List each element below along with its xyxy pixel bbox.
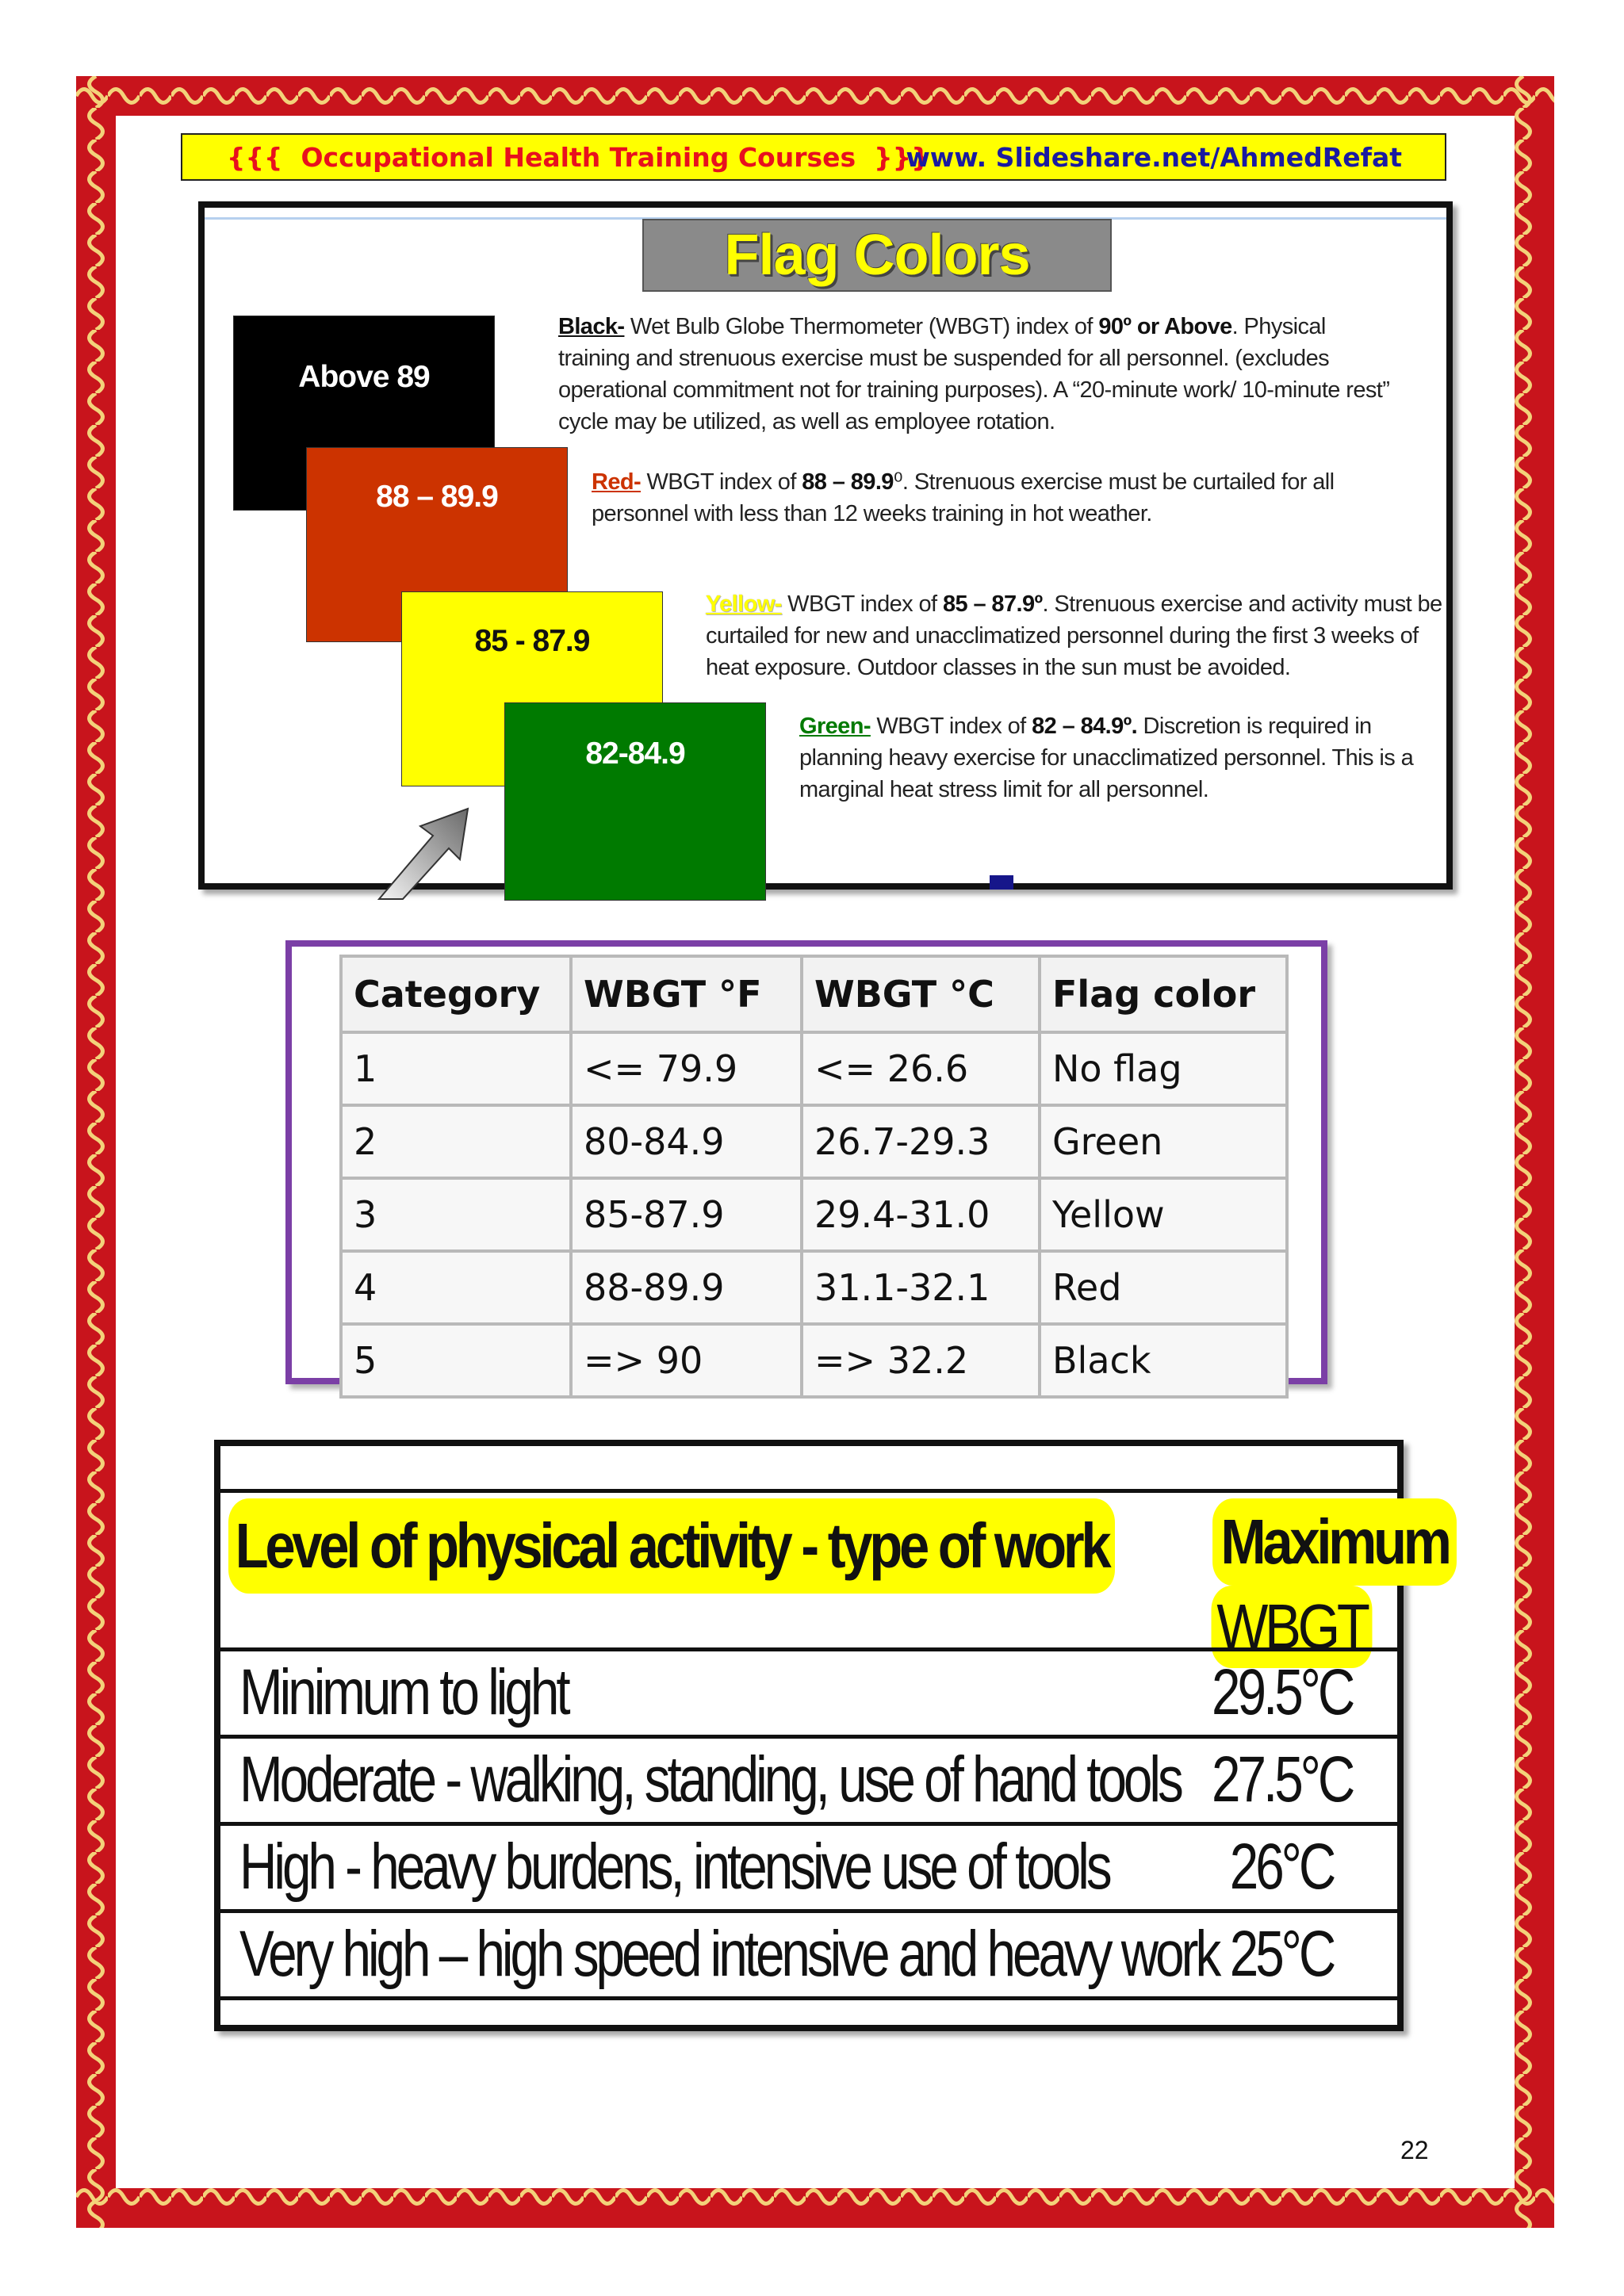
flag-box-green xyxy=(504,702,766,901)
column-header: WBGT °C xyxy=(802,956,1040,1032)
table-cell: Black xyxy=(1040,1324,1287,1397)
flag-desc-part: Wet Bulb Globe Thermometer (WBGT) index of xyxy=(624,314,1099,339)
header-banner xyxy=(181,133,1446,181)
table-cell: 88-89.9 xyxy=(571,1251,802,1324)
flag-desc-bold: 90º or Above xyxy=(1098,314,1232,339)
table-cell: Yellow xyxy=(1040,1178,1287,1251)
table-cell: <= 26.6 xyxy=(802,1032,1040,1105)
activity-level: Very high – high speed intensive and heavy work xyxy=(239,1918,1219,1990)
course-title: {{{ Occupational Health Training Courses }}} xyxy=(227,142,930,173)
header-wbgt: WBGT xyxy=(1212,1586,1373,1668)
flag-description-red xyxy=(592,466,1408,530)
flag-name: Red- xyxy=(592,469,642,495)
wbgt-category-table xyxy=(339,955,1289,1399)
table-row xyxy=(341,1251,1287,1324)
activity-level: High - heavy burdens, intensive use of tools xyxy=(239,1831,1109,1903)
activity-level: Minimum to light xyxy=(239,1656,568,1728)
activity-column-header: Level of physical activity - type of work xyxy=(228,1498,1115,1594)
max-wbgt-value: 29.5°C xyxy=(1212,1656,1353,1728)
max-wbgt-value: 26°C xyxy=(1229,1831,1334,1903)
flag-desc-part: WBGT index of xyxy=(781,591,943,617)
flag-colors-slide xyxy=(198,201,1453,890)
table-cell: => 90 xyxy=(571,1324,802,1397)
flag-box-label: 82-84.9 xyxy=(585,737,685,771)
table-row xyxy=(220,1647,1397,1735)
flag-description-green xyxy=(799,710,1450,806)
table-cell: 85-87.9 xyxy=(571,1178,802,1251)
table-row xyxy=(341,1178,1287,1251)
up-right-arrow-icon xyxy=(371,804,474,899)
table-top-rule xyxy=(220,1489,1397,1493)
flag-desc-part: WBGT index of xyxy=(641,469,802,495)
flag-box-label: 88 – 89.9 xyxy=(376,480,498,514)
table-cell: 80-84.9 xyxy=(571,1105,802,1178)
table-cell: 26.7-29.3 xyxy=(802,1105,1040,1178)
table-cell: 1 xyxy=(341,1032,571,1105)
table-row xyxy=(220,1735,1397,1822)
table-cell: Green xyxy=(1040,1105,1287,1178)
max-wbgt-value: 25°C xyxy=(1229,1918,1334,1990)
table-cell: <= 79.9 xyxy=(571,1032,802,1105)
column-header: WBGT °F xyxy=(571,956,802,1032)
table-row xyxy=(341,1324,1287,1397)
activity-rows xyxy=(220,1647,1397,2000)
max-wbgt-column-header xyxy=(1193,1498,1449,1668)
table-row xyxy=(220,1909,1397,2000)
activity-level-table-panel xyxy=(214,1440,1449,2031)
table-cell: No flag xyxy=(1040,1032,1287,1105)
flag-name: Yellow- xyxy=(706,591,782,617)
table-cell: 4 xyxy=(341,1251,571,1324)
wbgt-category-table-panel xyxy=(285,940,1327,1384)
page-number: 22 xyxy=(1400,2136,1429,2164)
flag-box-label: Above 89 xyxy=(298,360,430,394)
header-maximum: Maximum xyxy=(1212,1498,1457,1586)
flag-description-black xyxy=(558,311,1391,438)
slide-marker xyxy=(990,875,1013,890)
table-row xyxy=(220,1822,1397,1909)
table-cell: 29.4-31.0 xyxy=(802,1178,1040,1251)
table-cell: => 32.2 xyxy=(802,1324,1040,1397)
source-link[interactable]: www. Slideshare.net/AhmedRefat xyxy=(906,142,1402,173)
column-header: Category xyxy=(341,956,571,1032)
table-cell: Red xyxy=(1040,1251,1287,1324)
table-cell: 3 xyxy=(341,1178,571,1251)
flag-desc-part: ⁰. Strenuous exercise must be curtailed for all personnel with less than 12 weeks training in hot weather. xyxy=(592,469,1335,526)
flag-name: Black- xyxy=(558,314,625,339)
flag-colors-title: Flag Colors xyxy=(642,219,1112,292)
table-row xyxy=(341,1032,1287,1105)
flag-desc-part: . Physical training and strenuous exercise must be suspended for all personnel. (excludes operational commitment not for training purposes). A “20-minute work/ 10-minute rest” cycle may be utilized, as well as employee rotation. xyxy=(558,314,1390,434)
flag-desc-part: Discretion is required in planning heavy exercise for unacclimatized personnel. This is a marginal heat stress limit for all personnel. xyxy=(799,714,1414,802)
flag-desc-bold: 88 – 89.9 xyxy=(802,469,894,495)
table-cell: 5 xyxy=(341,1324,571,1397)
table-header-row xyxy=(341,956,1287,1032)
column-header: Flag color xyxy=(1040,956,1287,1032)
activity-level: Moderate - walking, standing, use of hand tools xyxy=(239,1743,1181,1816)
flag-desc-bold: 82 – 84.9º. xyxy=(1032,714,1138,739)
flag-desc-part: . Strenuous exercise and activity must be curtailed for new and unacclimatized personnel during the first 3 weeks of heat exposure. Outdoor classes in the sun must be avoided. xyxy=(706,591,1442,680)
flag-box-label: 85 - 87.9 xyxy=(474,624,590,658)
flag-name: Green- xyxy=(799,714,871,739)
table-cell: 31.1-32.1 xyxy=(802,1251,1040,1324)
max-wbgt-value: 27.5°C xyxy=(1212,1743,1353,1816)
flag-description-yellow xyxy=(706,588,1451,683)
flag-desc-bold: 85 – 87.9º xyxy=(942,591,1043,617)
flag-desc-part: WBGT index of xyxy=(870,714,1032,739)
table-row xyxy=(341,1105,1287,1178)
table-cell: 2 xyxy=(341,1105,571,1178)
